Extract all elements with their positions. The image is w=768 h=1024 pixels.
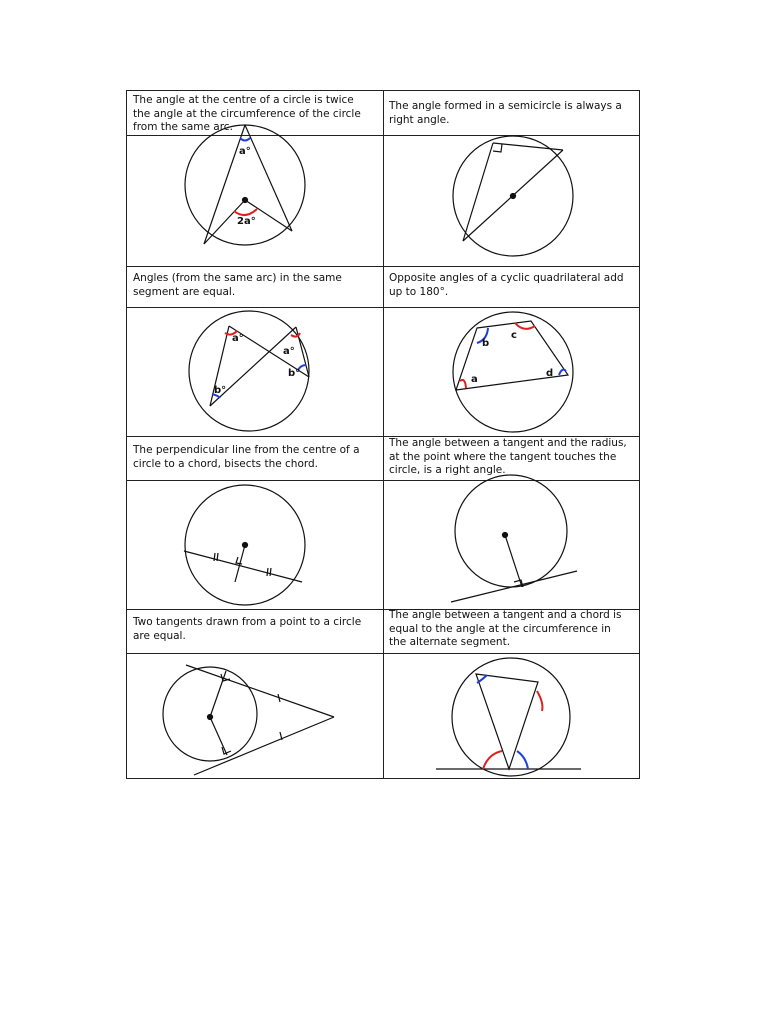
label-a: a° [239,146,251,157]
angle-arc-red [483,751,502,769]
circle-outline [452,658,570,776]
angle-arc-red [515,323,535,329]
label-a-2: a° [283,346,295,357]
theorem-text-same-segment: Angles (from the same arc) in the same segment are equal. [133,272,342,298]
centre-point [511,194,516,199]
equal-tick [270,568,271,576]
diagram-alternate-segment [436,658,581,776]
radius [505,535,522,587]
label-a-1: a° [232,333,244,344]
centre-point [503,533,508,538]
diagram-perpendicular-chord [184,485,305,605]
tangent [194,717,334,775]
circle-outline [455,475,567,587]
label-2a: 2a° [237,216,256,227]
diagram-two-tangents [163,665,334,775]
theorem-text-perpendicular-chord: The perpendicular line from the centre of a circle to a chord, bisects the chord. [133,444,360,470]
equal-tick [267,568,268,576]
chord [184,551,302,582]
label-b-1: b° [214,385,227,396]
diagram-tangent-radius [451,475,577,602]
diagram-semicircle [453,136,573,256]
equal-tick [214,553,215,561]
theorem-text-semicircle: The angle formed in a semicircle is always a right angle. [389,100,622,126]
diagram-centre-angle [185,125,305,245]
angle-arc-red [460,380,466,388]
theorem-text-cyclic-quad: Opposite angles of a cyclic quadrilateral add up to 180°. [389,272,624,298]
angle-arc-red [234,209,257,215]
angle-arc-red [537,691,542,711]
right-angle-marker [221,674,230,681]
angle-arc-blue [477,675,487,683]
label-b-2: b° [288,368,301,379]
tangent [451,571,577,602]
label-a: a [471,374,478,385]
radius [210,671,226,717]
centre-point [243,543,248,548]
centre-point [208,715,213,720]
label-d: d [546,368,554,379]
centre-point [243,198,248,203]
theorem-text-centre: The angle at the centre of a circle is twice the angle at the circumference of the circle from the same arc. [133,94,361,133]
angle-arc-blue [240,138,250,141]
label-c: c [511,330,517,341]
theorem-text-two-tangents: Two tangents drawn from a point to a circle are equal. [133,616,362,642]
angle-arc-blue [517,751,528,769]
theorem-text-tangent-radius: The angle between a tangent and the radius, at the point where the tangent touches the circle, is a right angle. [389,437,627,476]
chord [493,143,563,150]
triangle [476,674,538,769]
radius [210,717,227,755]
label-b: b [482,338,490,349]
theorem-text-alternate-segment: The angle between a tangent and a chord is equal to the angle at the circumference in the alternate segment. [389,609,622,648]
tangent [186,665,334,717]
angle-arc-blue [559,370,566,375]
right-angle-marker [493,144,502,152]
diagrams-layer [126,90,640,779]
